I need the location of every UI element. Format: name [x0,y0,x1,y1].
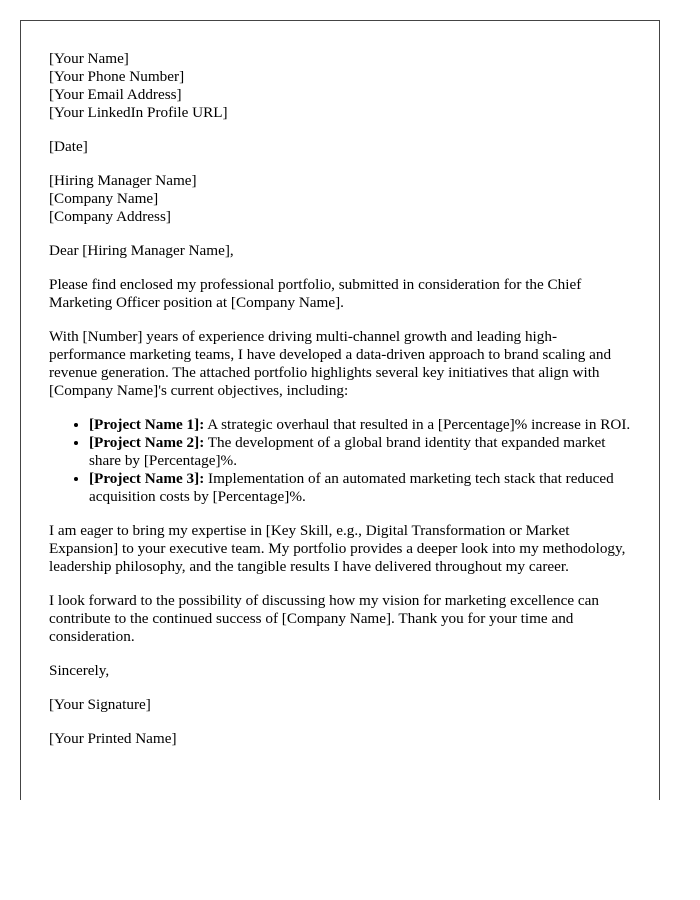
signoff: Sincerely, [49,662,110,679]
printed-name: [Your Printed Name] [49,730,177,747]
project-description: A strategic overhaul that resulted in a [Percentage]% increase in ROI. [204,416,631,433]
project-name: [Project Name 3]: [89,470,205,487]
cover-letter [49,50,633,764]
letter-page [20,20,660,800]
project-description: The development of a global brand identity that expanded market share by [Percentage]%. [89,434,606,469]
experience-paragraph: With [Number] years of experience driving multi-channel growth and leading high-performance marketing teams, I have developed a data-driven approach to brand scaling and revenue generation. The attached portfolio highlights several key initiatives that align with [Company Name]'s current objectives, including: [49,328,612,399]
project-list [49,416,633,506]
sender-name: [Your Name] [49,50,129,67]
sender-linkedin: [Your LinkedIn Profile URL] [49,104,228,121]
project-name: [Project Name 2]: [89,434,205,451]
recipient-company: [Company Name] [49,190,159,207]
signature: [Your Signature] [49,696,151,713]
salutation: Dear [Hiring Manager Name], [49,242,234,259]
sender-email: [Your Email Address] [49,86,182,103]
recipient-block [49,172,633,226]
sender-block [49,50,633,122]
project-description: Implementation of an automated marketing tech stack that reduced acquisition costs by [Percentage]%. [89,470,614,505]
date-block [49,138,633,156]
recipient-manager: [Hiring Manager Name] [49,172,197,189]
letter-date: [Date] [49,138,88,155]
intro-paragraph: Please find enclosed my professional portfolio, submitted in consideration for the Chief Marketing Officer position at [Company Name]. [49,276,582,311]
project-name: [Project Name 1]: [89,416,205,433]
recipient-address: [Company Address] [49,208,171,225]
project-item [89,470,633,506]
expertise-paragraph: I am eager to bring my expertise in [Key Skill, e.g., Digital Transformation or Market Expansion] to your executive team. My portfolio provides a deeper look into my methodology, leadership philosophy, and the tangible results I have delivered throughout my career. [49,522,626,575]
closing-paragraph: I look forward to the possibility of discussing how my vision for marketing excellence can contribute to the continued success of [Company Name]. Thank you for your time and consideration. [49,592,600,645]
project-item [89,416,633,434]
sender-phone: [Your Phone Number] [49,68,185,85]
project-item [89,434,633,470]
